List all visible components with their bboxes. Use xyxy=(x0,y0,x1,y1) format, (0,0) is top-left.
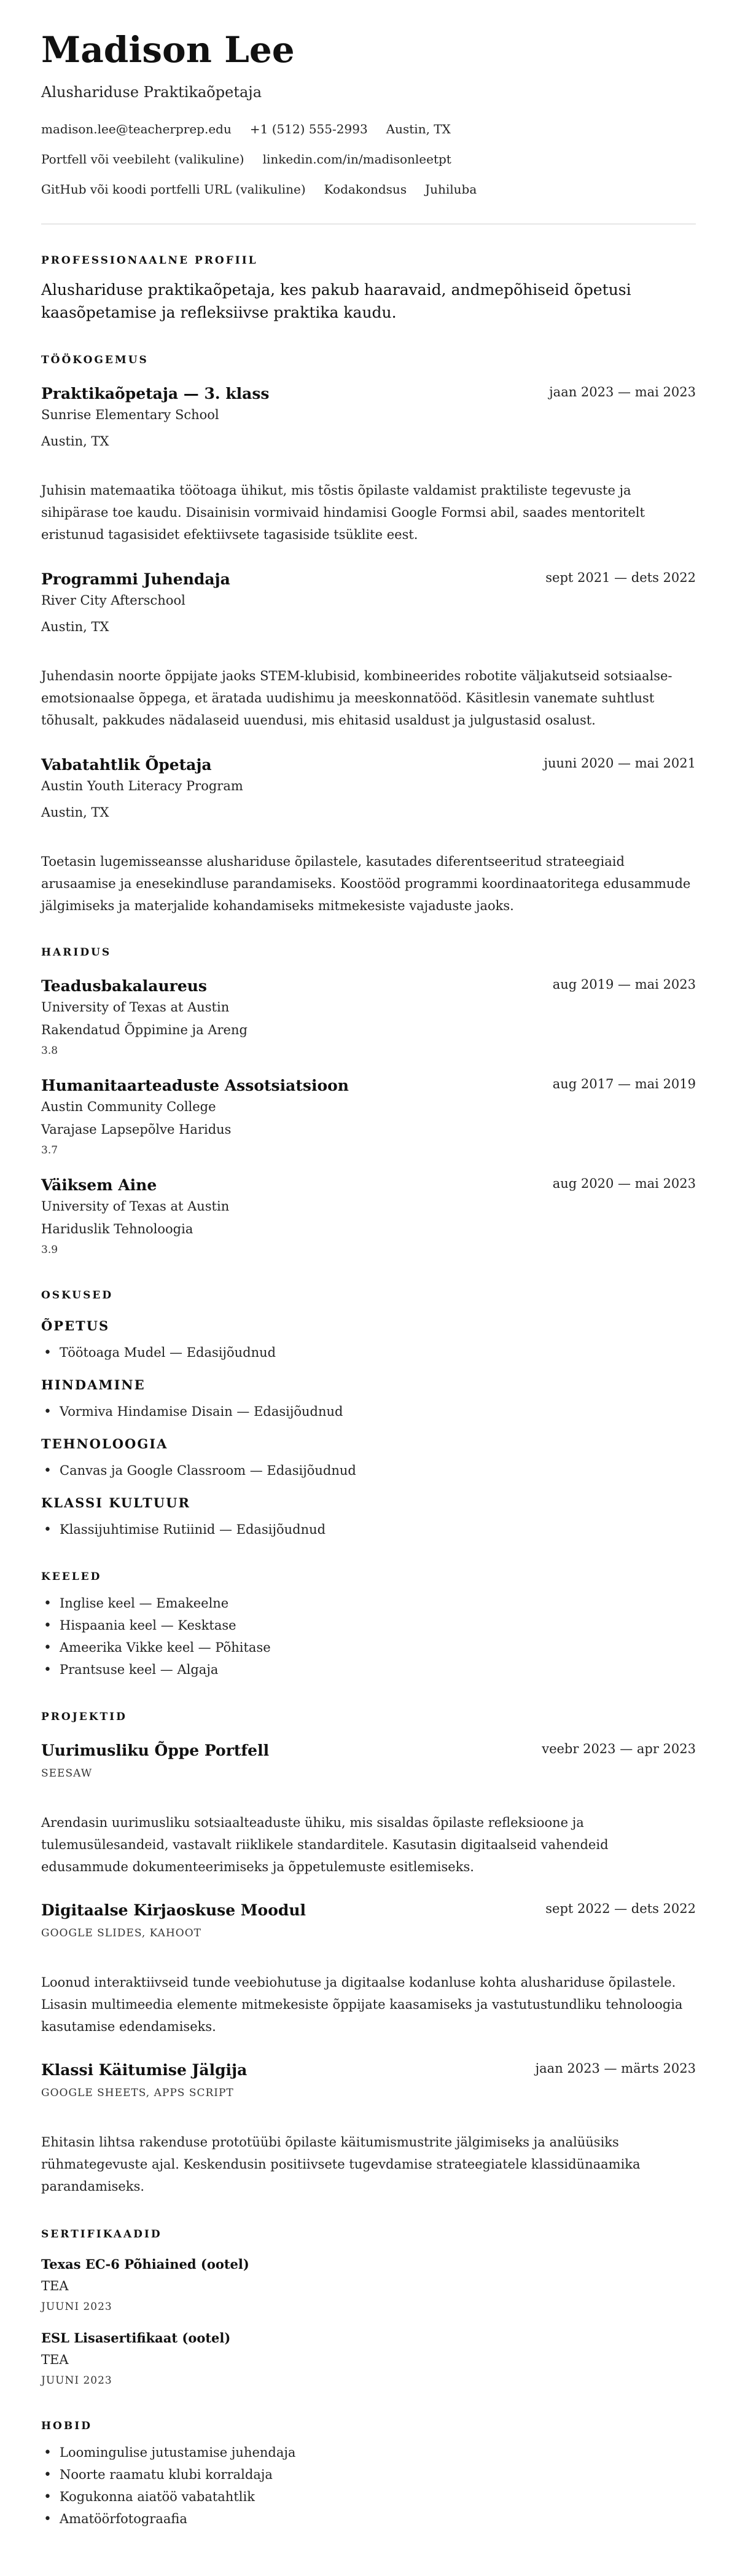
gpa-value: 3.8 xyxy=(41,1045,58,1057)
job-description: Juhendasin noorte õppijate jaoks STEM-klubisid, kombineerides robotite väljakutseid sotsiaalse-emotsionaalse õppega, et äratada uudishimu ja meeskonnatööd. Käsitlesin vanemate suhtlust tõhusalt, pakkudes nädalaseid uuendusi, mis ehitasid usaldust ja julgustasid osalust. xyxy=(41,669,673,728)
projects-heading: PROJEKTID xyxy=(41,1711,127,1723)
job-dates: juuni 2020 — mai 2021 xyxy=(544,756,696,771)
job-employer: Sunrise Elementary School xyxy=(41,407,219,422)
cert-issuer: TEA xyxy=(41,2352,69,2367)
job-description: Juhisin matemaatika töötoaga ühikut, mis tõstis õpilaste valdamist praktiliste tegevuste ja sihipärase toe kaudu. Disainisin vormivaid hindamisi Google Formsi abil, saades mentoritelt eristunud tagasisidet efektiivsete tagasiside tsüklite eest. xyxy=(41,483,645,542)
license-text: Juhiluba xyxy=(425,182,477,197)
skills-heading: OSKUSED xyxy=(41,1289,114,1302)
phone-text: +1 (512) 555-2993 xyxy=(249,122,368,136)
degree-field: Rakendatud Õppimine ja Areng xyxy=(41,1023,248,1037)
candidate-title: Alushariduse Praktikaõpetaja xyxy=(41,84,262,101)
job-employer: Austin Youth Literacy Program xyxy=(41,779,243,793)
location-text: Austin, TX xyxy=(386,122,451,136)
job-description: Toetasin lugemisseansse alushariduse õpilastele, kasutades diferentseeritud strateegiaid arusaamise ja enesekindluse parandamiseks. Koostööd programmi koordinaatoritega edusammude jälgimiseks ja materjalide kohandamiseks mitmekesiste vajaduste jaoks. xyxy=(41,854,691,913)
contact-row-1 xyxy=(41,122,469,136)
cert-issuer: TEA xyxy=(41,2279,69,2293)
degree-dates: aug 2020 — mai 2023 xyxy=(552,1176,696,1191)
profile-text: Alushariduse praktikaõpetaja, kes pakub haaravaid, andmepõhiseid õpetusi kaasõpetamise ja refleksiivse praktika kaudu. xyxy=(41,281,631,321)
project-title: Klassi Käitumise Jälgija xyxy=(41,2061,248,2079)
cert-date: JUUNI 2023 xyxy=(41,2301,112,2313)
gpa-value: 3.9 xyxy=(41,1244,58,1256)
cert-name: ESL Lisasertifikaat (ootel) xyxy=(41,2330,231,2346)
school-name: Austin Community College xyxy=(41,1099,216,1114)
hobby-item: • Noorte raamatu klubi korraldaja xyxy=(60,2467,273,2482)
degree-dates: aug 2017 — mai 2019 xyxy=(552,1077,696,1091)
hobbies-heading: HOBID xyxy=(41,2420,92,2432)
linkedin-link[interactable]: linkedin.com/in/madisonleetpt xyxy=(262,152,451,167)
project-tools: SEESAW xyxy=(41,1767,93,1780)
cert-name: Texas EC-6 Põhiained (ootel) xyxy=(41,2256,249,2272)
gpa-value: 3.7 xyxy=(41,1144,58,1156)
hobby-item: • Amatöörfotograafia xyxy=(60,2511,187,2526)
profile-heading: PROFESSIONAALNE PROFIIL xyxy=(41,254,258,267)
language-item: • Prantsuse keel — Algaja xyxy=(60,1662,218,1677)
degree-title: Humanitaarteaduste Assotsiatsioon xyxy=(41,1077,349,1094)
job-location: Austin, TX xyxy=(41,619,109,634)
skill-category: ÕPETUS xyxy=(41,1318,110,1333)
candidate-name: Madison Lee xyxy=(41,29,295,71)
education-heading: HARIDUS xyxy=(41,946,112,959)
contact-row-3 xyxy=(41,182,495,197)
job-employer: River City Afterschool xyxy=(41,593,185,608)
hobby-item: • Kogukonna aiatöö vabatahtlik xyxy=(60,2489,255,2504)
citizenship-text: Kodakondsus xyxy=(324,182,407,197)
skill-category: HINDAMINE xyxy=(41,1377,146,1392)
project-title: Digitaalse Kirjaoskuse Moodul xyxy=(41,1901,306,1919)
skill-item: • Klassijuhtimise Rutiinid — Edasijõudnud xyxy=(60,1522,326,1537)
degree-dates: aug 2019 — mai 2023 xyxy=(552,977,696,992)
school-name: University of Texas at Austin xyxy=(41,1199,230,1214)
email-link[interactable]: madison.lee@teacherprep.edu xyxy=(41,122,232,136)
language-item: • Inglise keel — Emakeelne xyxy=(60,1596,228,1611)
job-title: Programmi Juhendaja xyxy=(41,570,230,588)
project-tools: GOOGLE SHEETS, APPS SCRIPT xyxy=(41,2087,234,2099)
experience-heading: TÖÖKOGEMUS xyxy=(41,354,149,366)
project-dates: jaan 2023 — märts 2023 xyxy=(535,2061,696,2076)
language-item: • Ameerika Vikke keel — Põhitase xyxy=(60,1640,271,1655)
skill-item: • Canvas ja Google Classroom — Edasijõudnud xyxy=(60,1463,356,1478)
job-location: Austin, TX xyxy=(41,434,109,449)
contact-row-2 xyxy=(41,152,470,167)
cert-date: JUUNI 2023 xyxy=(41,2374,112,2387)
degree-field: Varajase Lapsepõlve Haridus xyxy=(41,1122,232,1137)
project-description: Arendasin uurimusliku sotsiaalteaduste ühiku, mis sisaldas õpilaste refleksioone ja tulemusülesandeid, vastavalt riiklikele standarditele. Kasutasin digitaalseid vahendeid edusammude dokumenteerimiseks ja õppetulemuste esitlemiseks. xyxy=(41,1815,609,1874)
certifications-heading: SERTIFIKAADID xyxy=(41,2228,162,2240)
github-link[interactable]: GitHub või koodi portfelli URL (valikuline) xyxy=(41,182,306,197)
skill-item: • Vormiva Hindamise Disain — Edasijõudnud xyxy=(60,1404,343,1419)
skill-category: KLASSI KULTUUR xyxy=(41,1495,190,1510)
job-dates: jaan 2023 — mai 2023 xyxy=(549,385,696,399)
school-name: University of Texas at Austin xyxy=(41,1000,230,1015)
language-item: • Hispaania keel — Kesktase xyxy=(60,1618,236,1633)
portfolio-link[interactable]: Portfell või veebileht (valikuline) xyxy=(41,152,244,167)
job-title: Praktikaõpetaja — 3. klass xyxy=(41,385,270,402)
languages-heading: KEELED xyxy=(41,1571,102,1583)
project-title: Uurimusliku Õppe Portfell xyxy=(41,1742,270,1759)
hobby-item: • Loomingulise jutustamise juhendaja xyxy=(60,2445,295,2460)
project-tools: GOOGLE SLIDES, KAHOOT xyxy=(41,1927,202,1939)
project-description: Ehitasin lihtsa rakenduse prototüübi õpilaste käitumismustrite jälgimiseks ja analüüsiks rühmategevuste ajal. Keskendusin positiivsete tugevdamise strateegiatele klassidünaamika parandamiseks. xyxy=(41,2135,641,2194)
job-dates: sept 2021 — dets 2022 xyxy=(545,570,696,585)
job-title: Vabatahtlik Õpetaja xyxy=(41,756,212,774)
degree-title: Väiksem Aine xyxy=(41,1176,157,1194)
project-dates: veebr 2023 — apr 2023 xyxy=(542,1742,696,1756)
project-dates: sept 2022 — dets 2022 xyxy=(545,1901,696,1916)
degree-field: Hariduslik Tehnoloogia xyxy=(41,1222,193,1236)
job-location: Austin, TX xyxy=(41,805,109,820)
skill-item: • Töötoaga Mudel — Edasijõudnud xyxy=(60,1345,276,1360)
project-description: Loonud interaktiivseid tunde veebiohutuse ja digitaalse kodanluse kohta alushariduse õpilastele. Lisasin multimeedia elemente mitmekesiste õppijate kaasamiseks ja vastutustundliku tehnoloogia kasutamise edendamiseks. xyxy=(41,1975,683,2034)
skill-category: TEHNOLOOGIA xyxy=(41,1436,168,1451)
degree-title: Teadusbakalaureus xyxy=(41,977,207,995)
